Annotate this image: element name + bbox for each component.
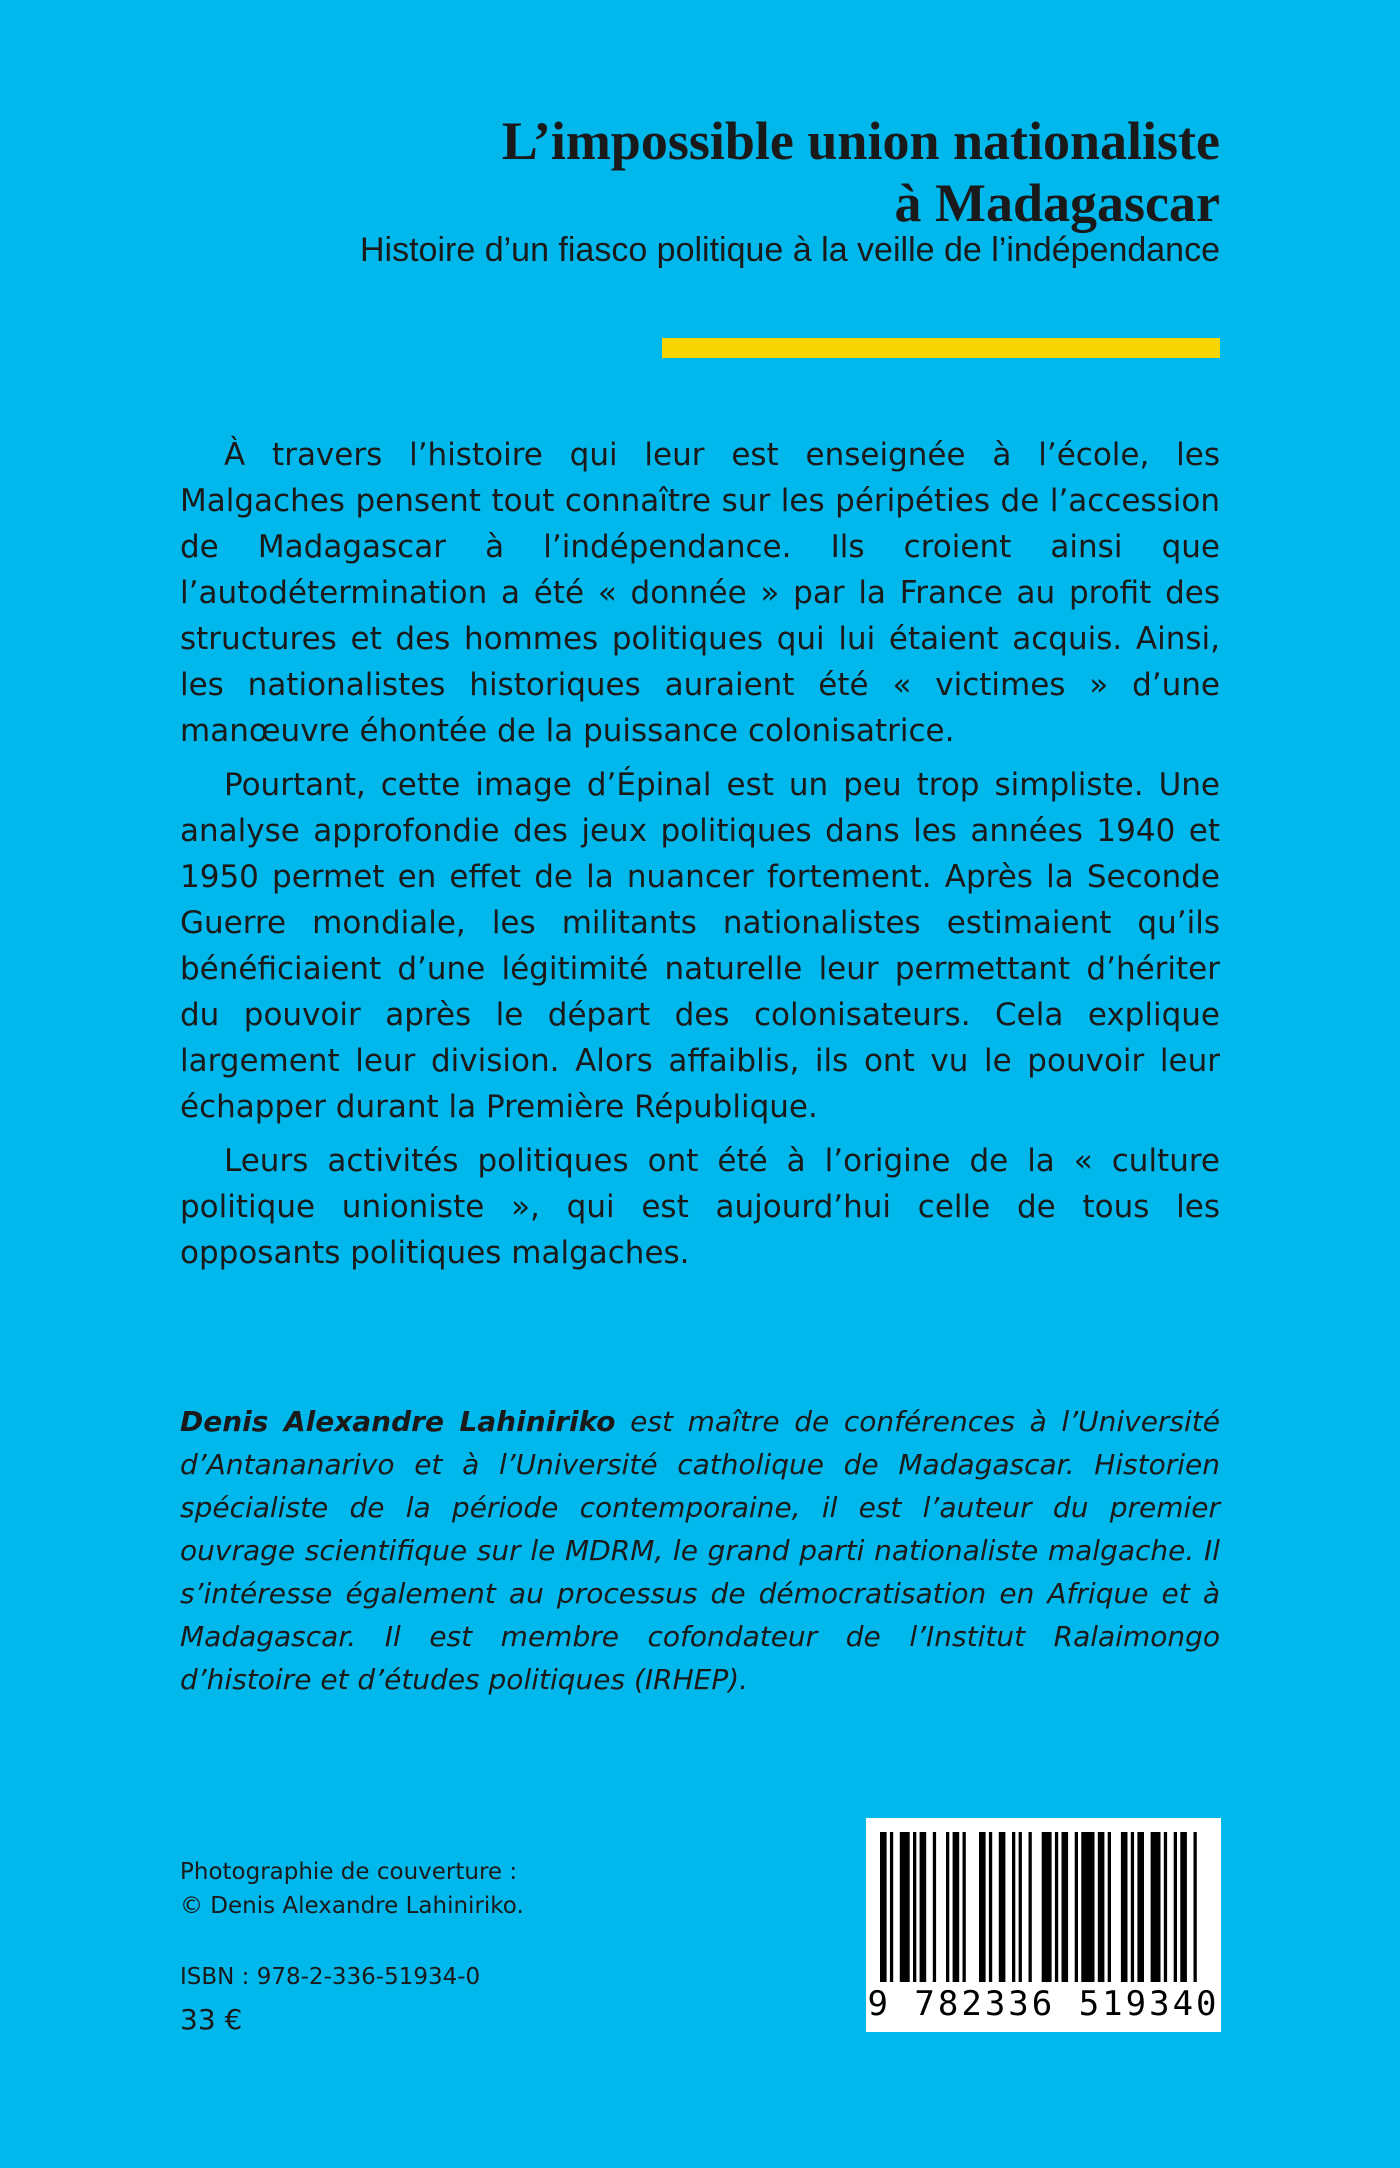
book-title-line-1: L’impossible union nationaliste: [501, 111, 1220, 171]
isbn: ISBN : 978-2-336-51934-0: [180, 1964, 481, 1990]
barcode-bar: [1131, 1832, 1134, 1982]
author-bio-text: est maître de conférences à l’Université d’Antananarivo et à l’Université catholique de Madagascar. Historien spécialiste de la période contemporaine, il est l’auteur du premier ouvrage scientifique sur le MDRM, le grand parti nationaliste malgache. Il s’intéresse également au processus de démocratisation en Afrique et à Madagascar. Il est membre cofondateur de l’Institut Ralaimongo d’histoire et d’études politiques (IRHEP).: [180, 1405, 1220, 1696]
barcode-bar: [1174, 1832, 1177, 1982]
price: 33 €: [180, 2003, 243, 2036]
photo-credits-label: Photographie de couverture :: [180, 1859, 518, 1885]
barcode-bar: [900, 1832, 910, 1982]
blurb: [180, 432, 1220, 1284]
barcode-bar: [1081, 1832, 1094, 1982]
barcode-bar: [953, 1832, 960, 1982]
blurb-paragraph: Pourtant, cette image d’Épinal est un peu trop simpliste. Une analyse approfondie des jeux politiques dans les années 1940 et 1950 permet en effet de la nuancer fortement. Après la Seconde Guerre mondiale, les militants nationalistes estimaient qu’ils bénéficiaient d’une légitimité naturelle leur permettant d’hériter du pouvoir après le départ des colonisateurs. Cela explique largement leur division. Alors affaiblis, ils ont vu le pouvoir leur échapper durant la Première République.: [180, 767, 1220, 1125]
barcode-bar: [989, 1832, 992, 1982]
barcode-bar: [920, 1832, 927, 1982]
barcode-bar: [1151, 1832, 1161, 1982]
barcode-bar: [933, 1832, 936, 1982]
author-name: Denis Alexandre Lahiniriko: [180, 1405, 616, 1438]
barcode: [866, 1818, 1221, 2032]
barcode-bar: [880, 1832, 887, 1982]
barcode-bar: [1012, 1832, 1015, 1982]
barcode-bar: [1194, 1832, 1197, 1982]
barcode-bar: [963, 1832, 966, 1982]
barcode-bar: [1019, 1832, 1022, 1982]
barcode-bar: [1075, 1832, 1078, 1982]
book-title: [320, 110, 1220, 234]
barcode-bar: [1121, 1832, 1128, 1982]
barcode-bar: [1029, 1832, 1032, 1982]
photo-credits: [180, 1855, 680, 1923]
blurb-paragraph: Leurs activités politiques ont été à l’origine de la « culture politique unioniste », qui est aujourd’hui celle de tous les opposants politiques malgaches.: [180, 1143, 1220, 1271]
barcode-digits: 9 782336 519340: [867, 1984, 1220, 2024]
barcode-bar: [1055, 1832, 1058, 1982]
book-title-line-2: à Madagascar: [894, 173, 1220, 233]
barcode-bar: [913, 1832, 916, 1982]
barcode-bar: [1042, 1832, 1052, 1982]
barcode-bar: [999, 1832, 1006, 1982]
blurb-paragraph: À travers l’histoire qui leur est enseignée à l’école, les Malgaches pensent tout connaître sur les péripéties de l’accession de Madagascar à l’indépendance. Ils croient ainsi que l’autodétermination a été « donnée » par la France au profit des structures et des hommes politiques qui lui étaient acquis. Ainsi, les nationalistes historiques auraient été « victimes » d’une manœuvre éhontée de la puissance colonisatrice.: [180, 437, 1220, 749]
barcode-bar: [1164, 1832, 1167, 1982]
barcode-bar: [1180, 1832, 1187, 1982]
accent-bar: [662, 338, 1220, 358]
book-subtitle: Histoire d’un fiasco politique à la veille de l’indépendance: [360, 231, 1220, 269]
barcode-bar: [1062, 1832, 1069, 1982]
author-bio: [180, 1400, 1220, 1701]
barcode-bar: [979, 1832, 986, 1982]
barcode-bar: [890, 1832, 893, 1982]
photo-credits-value: © Denis Alexandre Lahiniriko.: [180, 1893, 524, 1919]
barcode-bar: [946, 1832, 949, 1982]
barcode-bar: [1137, 1832, 1144, 1982]
barcode-bar: [1108, 1832, 1111, 1982]
barcode-bar: [1098, 1832, 1105, 1982]
